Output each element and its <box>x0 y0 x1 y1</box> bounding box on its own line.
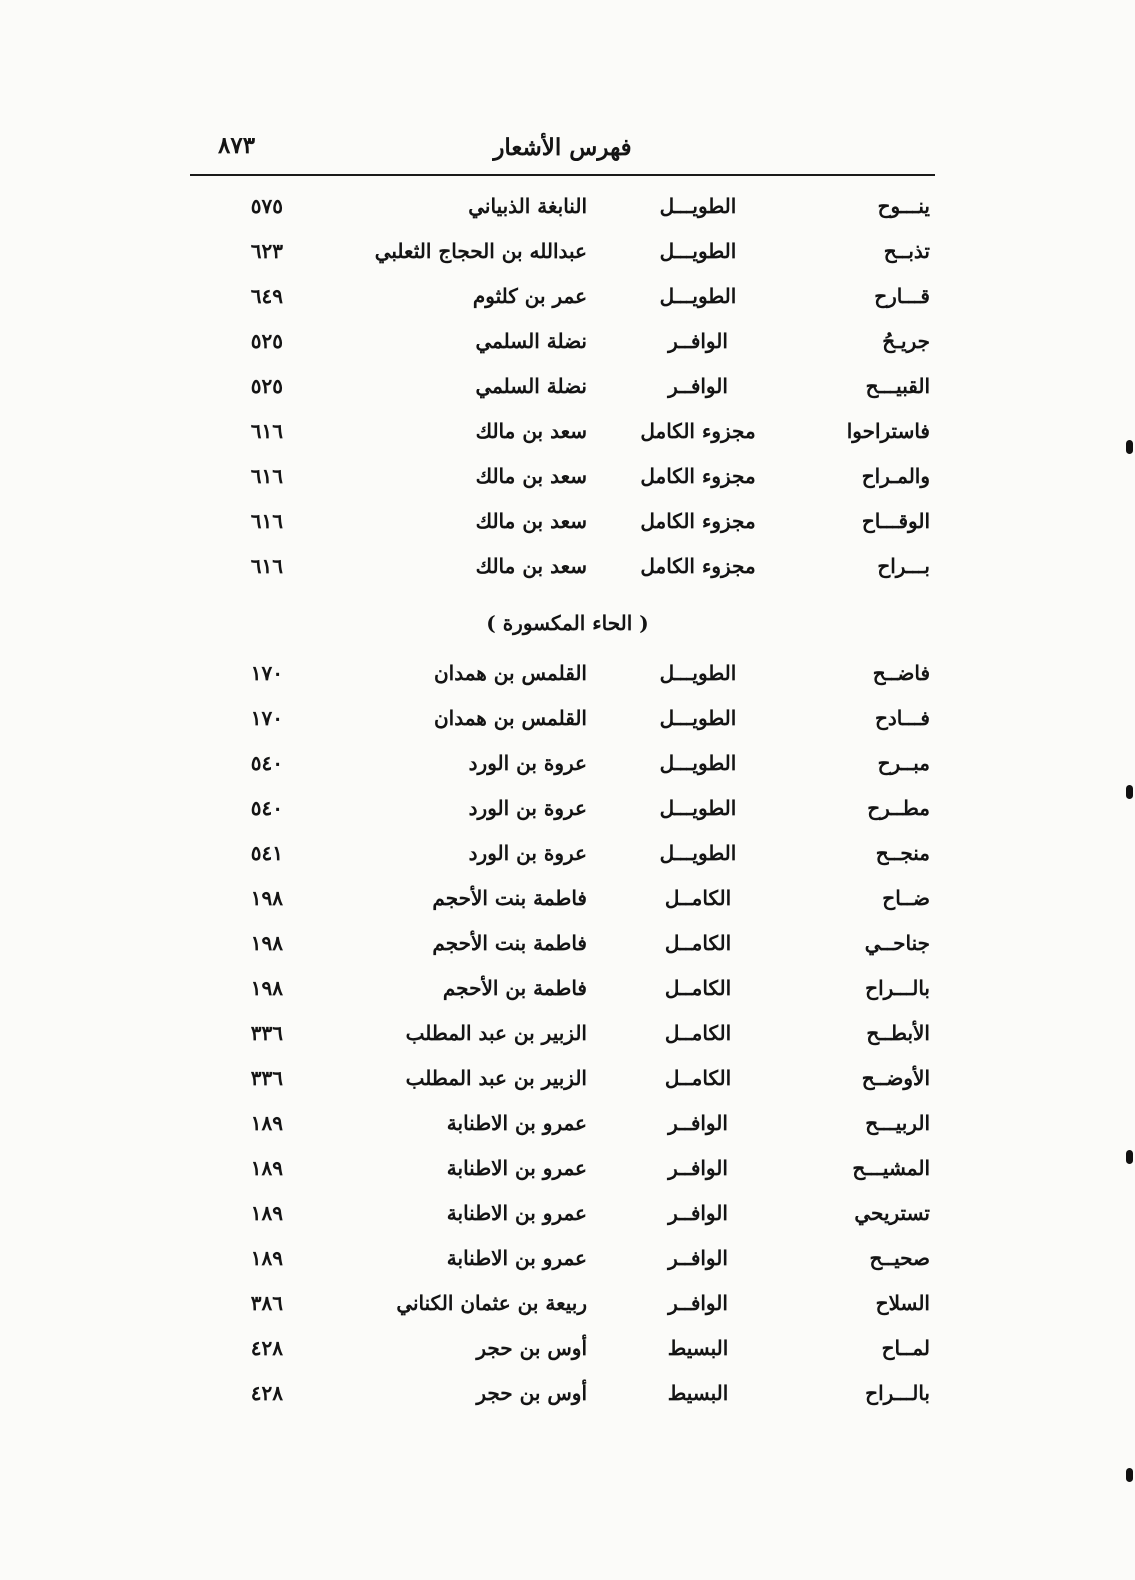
rhyme-word: منجــح <box>875 841 930 865</box>
rhyme-word: بالـــراح <box>865 976 930 1000</box>
rhyme-word: جريـحُ <box>882 329 930 353</box>
index-row <box>0 548 1135 593</box>
page-reference: ٣٨٦ <box>250 1291 283 1315</box>
meter-name: الكامــل <box>664 1066 732 1090</box>
page-number: ٨٧٣ <box>218 132 256 159</box>
index-row <box>0 278 1135 323</box>
meter-name: البسيط <box>667 1381 729 1405</box>
rhyme-word: الأوضــح <box>861 1066 930 1090</box>
section-heading <box>0 593 1135 655</box>
index-row <box>0 188 1135 233</box>
poet-name: نضلة السلمي <box>475 374 587 398</box>
poet-name: عروة بن الورد <box>468 751 587 775</box>
index-row <box>0 1060 1135 1105</box>
index-rows-group <box>0 188 1135 593</box>
page-edge-mark <box>1126 1150 1133 1164</box>
rhyme-word: فاستراحوا <box>846 419 930 443</box>
poet-name: عمرو بن الاطنابة <box>446 1156 587 1180</box>
index-row <box>0 413 1135 458</box>
index-row <box>0 1240 1135 1285</box>
meter-name: الوافــر <box>668 1156 728 1180</box>
section-heading-label: ( الحاء المكسورة ) <box>486 611 649 635</box>
page-reference: ٥٤١ <box>250 841 283 865</box>
page-reference: ٥٢٥ <box>250 374 283 398</box>
poet-name: أوس بن حجر <box>476 1336 587 1360</box>
page-reference: ١٨٩ <box>250 1156 283 1180</box>
poet-name: ربيعة بن عثمان الكناني <box>396 1291 587 1315</box>
index-row <box>0 1015 1135 1060</box>
page-reference: ٥٢٥ <box>250 329 283 353</box>
page-reference: ٤٢٨ <box>250 1336 283 1360</box>
page-reference: ٥٧٥ <box>250 194 283 218</box>
index-row <box>0 503 1135 548</box>
page-reference: ٦١٦ <box>250 464 283 488</box>
meter-name: الكامــل <box>664 931 732 955</box>
poet-name: القلمس بن همدان <box>433 706 587 730</box>
rhyme-word: مطــرح <box>867 796 930 820</box>
index-row <box>0 880 1135 925</box>
index-row <box>0 1195 1135 1240</box>
meter-name: الوافــر <box>668 1246 728 1270</box>
page-header <box>190 130 935 176</box>
meter-name: الوافــر <box>668 329 728 353</box>
poet-name: عروة بن الورد <box>468 841 587 865</box>
meter-name: الطويـــل <box>659 194 737 218</box>
index-row <box>0 1105 1135 1150</box>
index-row <box>0 458 1135 503</box>
meter-name: الطويـــل <box>659 284 737 308</box>
page-reference: ١٨٩ <box>250 1201 283 1225</box>
page-reference: ١٩٨ <box>250 976 283 1000</box>
page-edge-mark <box>1126 1468 1133 1482</box>
poet-name: عمرو بن الاطنابة <box>446 1246 587 1270</box>
poet-name: النابغة الذبياني <box>468 194 587 218</box>
index-row <box>0 790 1135 835</box>
index-row <box>0 1375 1135 1420</box>
index-row <box>0 835 1135 880</box>
page-reference: ٣٣٦ <box>250 1021 283 1045</box>
meter-name: الطويـــل <box>659 841 737 865</box>
poet-name: الزبير بن عبد المطلب <box>405 1021 587 1045</box>
meter-name: مجزوء الكامل <box>640 509 756 533</box>
page-reference: ١٨٩ <box>250 1246 283 1270</box>
page-reference: ٦١٦ <box>250 554 283 578</box>
rhyme-word: بالـــراح <box>865 1381 930 1405</box>
meter-name: الكامــل <box>664 976 732 1000</box>
rhyme-word: الربيـــح <box>865 1111 930 1135</box>
rhyme-word: المشيـــح <box>852 1156 930 1180</box>
meter-name: الوافــر <box>668 374 728 398</box>
rhyme-word: القبيـــح <box>865 374 930 398</box>
page-edge-mark <box>1126 785 1133 799</box>
page-reference: ٤٢٨ <box>250 1381 283 1405</box>
rhyme-word: تذبــح <box>883 239 930 263</box>
meter-name: الطويـــل <box>659 239 737 263</box>
rhyme-word: ينـــوح <box>877 194 930 218</box>
index-row <box>0 323 1135 368</box>
rhyme-word: والمـراح <box>861 464 930 488</box>
rhyme-word: فاضــح <box>872 661 930 685</box>
rhyme-word: مبــرح <box>877 751 930 775</box>
poet-name: عمر بن كلثوم <box>472 284 587 308</box>
poet-name: فاطمة بنت الأحجم <box>432 931 587 955</box>
rhyme-word: الوقـــاح <box>861 509 930 533</box>
poet-name: عروة بن الورد <box>468 796 587 820</box>
page-reference: ٥٤٠ <box>250 751 283 775</box>
poet-name: سعد بن مالك <box>475 464 587 488</box>
meter-name: الوافــر <box>668 1291 728 1315</box>
index-row <box>0 233 1135 278</box>
page-reference: ٦٤٩ <box>250 284 283 308</box>
meter-name: الطويـــل <box>659 661 737 685</box>
index-row <box>0 368 1135 413</box>
page-reference: ٦٢٣ <box>250 239 283 263</box>
meter-name: الطويـــل <box>659 751 737 775</box>
rhyme-word: ضــاح <box>882 886 930 910</box>
meter-name: مجزوء الكامل <box>640 419 756 443</box>
page-reference: ١٧٠ <box>250 661 283 685</box>
page-reference: ١٩٨ <box>250 931 283 955</box>
rhyme-word: قـــارح <box>874 284 930 308</box>
poet-name: سعد بن مالك <box>475 419 587 443</box>
poet-name: نضلة السلمي <box>475 329 587 353</box>
poet-name: سعد بن مالك <box>475 554 587 578</box>
rhyme-word: تستريحي <box>854 1201 930 1225</box>
rhyme-word: الأبطــح <box>866 1021 930 1045</box>
rhyme-word: فـــادح <box>874 706 930 730</box>
page-reference: ٣٣٦ <box>250 1066 283 1090</box>
page-reference: ٥٤٠ <box>250 796 283 820</box>
index-row <box>0 745 1135 790</box>
rhyme-word: صحيــح <box>869 1246 930 1270</box>
rhyme-word: بـــراح <box>877 554 930 578</box>
page-edge-mark <box>1126 440 1133 454</box>
poet-name: أوس بن حجر <box>476 1381 587 1405</box>
page-reference: ١٧٠ <box>250 706 283 730</box>
meter-name: الوافــر <box>668 1201 728 1225</box>
page-reference: ٦١٦ <box>250 419 283 443</box>
index-row <box>0 700 1135 745</box>
meter-name: الوافــر <box>668 1111 728 1135</box>
meter-name: الطويـــل <box>659 706 737 730</box>
poet-name: فاطمة بنت الأحجم <box>432 886 587 910</box>
poet-name: الزبير بن عبد المطلب <box>405 1066 587 1090</box>
index-row <box>0 1285 1135 1330</box>
index-row <box>0 1150 1135 1195</box>
meter-name: مجزوء الكامل <box>640 554 756 578</box>
poet-name: القلمس بن همدان <box>433 661 587 685</box>
meter-name: الكامــل <box>664 1021 732 1045</box>
poet-name: سعد بن مالك <box>475 509 587 533</box>
page-reference: ١٩٨ <box>250 886 283 910</box>
meter-name: الطويـــل <box>659 796 737 820</box>
poet-name: فاطمة بن الأحجم <box>442 976 587 1000</box>
page-reference: ٦١٦ <box>250 509 283 533</box>
index-row <box>0 925 1135 970</box>
rhyme-word: السلاح <box>875 1291 930 1315</box>
poet-name: عبدالله بن الحجاج الثعلبي <box>374 239 587 263</box>
meter-name: الكامــل <box>664 886 732 910</box>
poetry-index-list <box>0 188 1135 1420</box>
index-row <box>0 655 1135 700</box>
page-title: فهرس الأشعار <box>493 134 632 161</box>
page-reference: ١٨٩ <box>250 1111 283 1135</box>
poet-name: عمرو بن الاطنابة <box>446 1111 587 1135</box>
index-row <box>0 1330 1135 1375</box>
index-row <box>0 970 1135 1015</box>
meter-name: البسيط <box>667 1336 729 1360</box>
rhyme-word: لمــاح <box>881 1336 930 1360</box>
meter-name: مجزوء الكامل <box>640 464 756 488</box>
index-rows-group <box>0 655 1135 1420</box>
poet-name: عمرو بن الاطنابة <box>446 1201 587 1225</box>
rhyme-word: جناحــي <box>864 931 930 955</box>
